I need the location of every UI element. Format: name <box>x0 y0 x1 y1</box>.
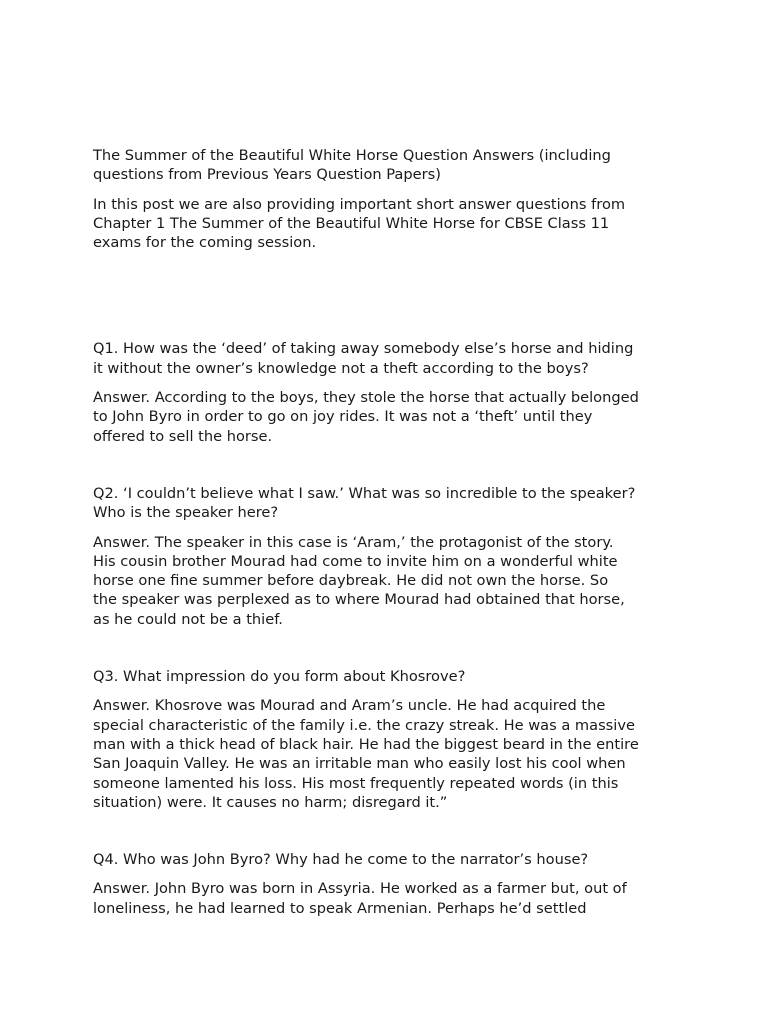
question-4: Q4. Who was John Byro? Why had he come to the narrator’s house? <box>93 851 589 869</box>
document-content <box>93 146 693 918</box>
answer-4: Answer. John Byro was born in Assyria. He worked as a farmer but, out of loneliness, he had learned to speak Armenian. Perhaps he’d settled <box>93 880 627 917</box>
intro-paragraph: In this post we are also providing important short answer questions from Chapter 1 The Summer of the Beautiful White Horse for CBSE Class 11 exams for the coming session. <box>93 195 626 252</box>
answer-1: Answer. According to the boys, they stole the horse that actually belonged to John Byro in order to go on joy rides. It was not a ‘theft’ until they offered to sell the horse. <box>93 389 639 445</box>
document-title: The Summer of the Beautiful White Horse Question Answers (including questions from Previous Years Question Papers) <box>93 147 611 184</box>
question-2: Q2. ‘I couldn’t believe what I saw.’ What was so incredible to the speaker? Who is the speaker here? <box>93 484 636 522</box>
question-1: Q1. How was the ‘deed’ of taking away somebody else’s horse and hiding it without the owner’s knowledge not a theft according to the boys? <box>93 340 634 377</box>
answer-3: Answer. Khosrove was Mourad and Aram’s uncle. He had acquired the special characteristic of the family i.e. the crazy streak. He was a massive man with a thick head of black hair. He had the biggest beard in the entire San Joaquin Valley. He was an irritable man who easily lost his cool when someone lamented his loss. His most frequently repeated words (in this situation) were. It causes no harm; disregard it.” <box>93 697 639 811</box>
answer-2: Answer. The speaker in this case is ‘Aram,’ the protagonist of the story. His cousin brother Mourad had come to invite him on a wonderful white horse one fine summer before daybreak. He did not own the horse. So the speaker was perplexed as to where Mourad had obtained that horse, as he could not be a thief. <box>93 533 625 628</box>
question-3: Q3. What impression do you form about Khosrove? <box>93 668 466 686</box>
